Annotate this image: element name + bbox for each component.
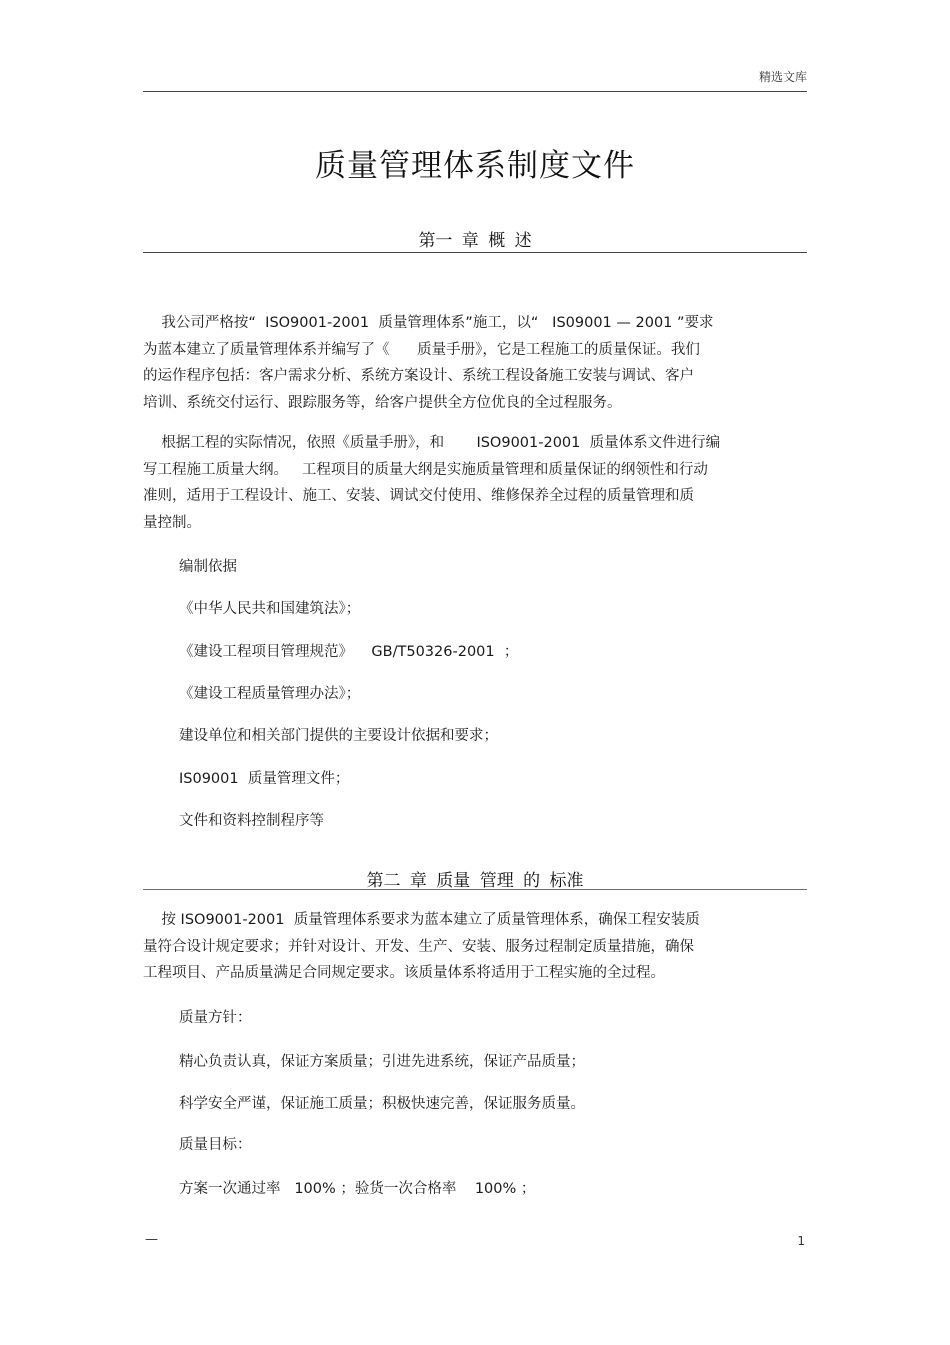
paragraph-line: 的运作程序包括：客户需求分析、系统方案设计、系统工程设备施工安装与调试、客户 [143, 368, 694, 384]
list-item: 编制依据 [179, 559, 237, 575]
paragraph-line: 为蓝本建立了质量管理体系并编写了《 质量手册》，它是工程施工的质量保证。我们 [143, 341, 700, 358]
chapter1-heading: 第一 章 概 述 [418, 231, 532, 251]
paragraph-line: 准则，适用于工程设计、施工、安装、调试交付使用、维修保养全过程的质量管理和质 [143, 488, 694, 504]
list-item: 方案一次通过率 100% ；验货一次合格率 100% ； [179, 1181, 536, 1197]
page-number: 1 [797, 1234, 805, 1248]
paragraph-line: 我公司严格按“ ISO9001-2001 质量管理体系”施工，以“ IS09001 — 2001 ”要求 [143, 315, 714, 331]
list-item: 质量方针： [179, 1010, 252, 1026]
list-item: IS09001 质量管理文件； [179, 771, 350, 787]
chapter2-divider [143, 889, 807, 890]
paragraph-line: 根据工程的实际情况，依照《质量手册》，和 ISO9001-2001 质量体系文件进行编 [143, 435, 721, 451]
chapter1-paragraph2 [143, 430, 807, 536]
header-site-name: 精选文库 [758, 70, 807, 84]
list-item: 科学安全严谨，保证施工质量；积极快速完善，保证服务质量。 [179, 1096, 585, 1112]
paragraph-line: 工程项目、产品质量满足合同规定要求。该质量体系将适用于工程实施的全过程。 [143, 965, 665, 981]
list-item: 精心负责认真，保证方案质量；引进先进系统，保证产品质量； [179, 1054, 585, 1070]
list-item: 文件和资料控制程序等 [179, 813, 324, 829]
paragraph-line: 写工程施工质量大纲。 工程项目的质量大纲是实施质量管理和质量保证的纲领性和行动 [143, 461, 708, 478]
paragraph-line: 培训、系统交付运行、跟踪服务等，给客户提供全方位优良的全过程服务。 [143, 394, 622, 411]
footer-dash: — [145, 1232, 158, 1247]
chapter1-divider [143, 252, 807, 253]
paragraph-line: 按 ISO9001-2001 质量管理体系要求为蓝本建立了质量管理体系，确保工程安装质 [143, 912, 700, 928]
document-title: 质量管理体系制度文件 [315, 148, 635, 184]
chapter1-paragraph1 [143, 310, 807, 416]
list-item: 《中华人民共和国建筑法》； [179, 601, 361, 617]
paragraph-line: 量控制。 [143, 514, 201, 531]
header-divider [143, 91, 807, 92]
list-item: 《建设工程质量管理办法》； [179, 686, 361, 702]
list-item: 《建设工程项目管理规范》 GB/T50326-2001 ； [179, 644, 519, 660]
list-item: 建设单位和相关部门提供的主要设计依据和要求； [179, 728, 498, 744]
list-item: 质量目标： [179, 1137, 252, 1153]
chapter2-paragraph1 [143, 907, 807, 987]
chapter2-heading: 第二 章 质量 管理 的 标准 [366, 871, 584, 891]
paragraph-line: 量符合设计规定要求；并针对设计、开发、生产、安装、服务过程制定质量措施，确保 [143, 938, 694, 955]
